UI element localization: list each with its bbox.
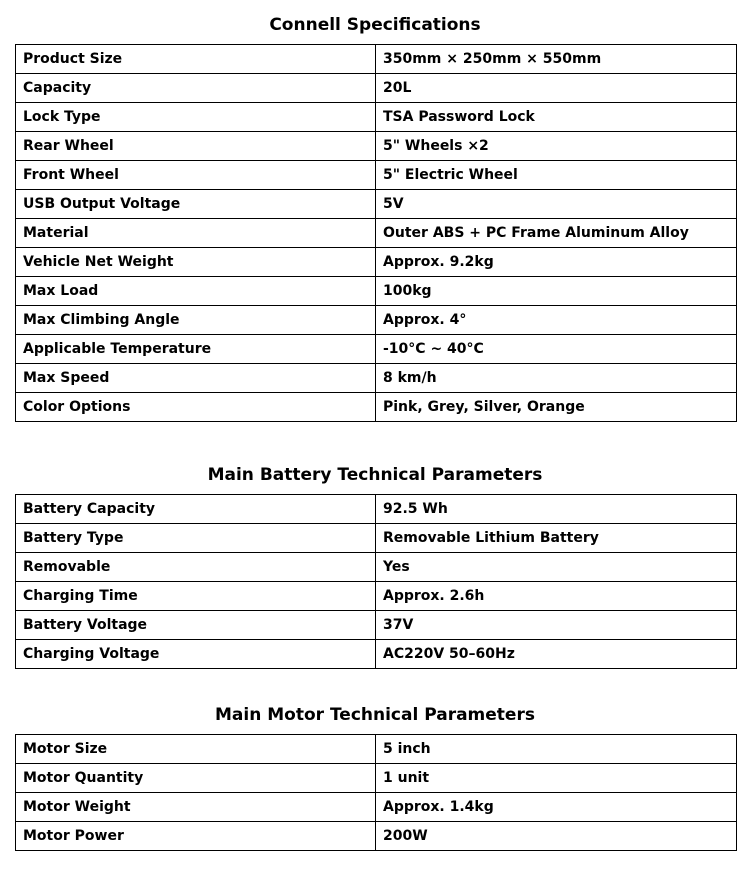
spec-label: Vehicle Net Weight xyxy=(16,248,376,277)
table-row xyxy=(16,364,737,393)
table-row xyxy=(16,553,737,582)
spec-label: Lock Type xyxy=(16,103,376,132)
spec-label: Color Options xyxy=(16,393,376,422)
spec-value: Outer ABS + PC Frame Aluminum Alloy xyxy=(376,219,737,248)
motor-table xyxy=(15,734,737,851)
spec-label: Charging Voltage xyxy=(16,640,376,669)
spec-value: Approx. 1.4kg xyxy=(376,793,737,822)
spec-value: 92.5 Wh xyxy=(376,495,737,524)
table-row xyxy=(16,611,737,640)
table-row xyxy=(16,306,737,335)
spec-label: Front Wheel xyxy=(16,161,376,190)
spec-value: 20L xyxy=(376,74,737,103)
spec-label: Battery Type xyxy=(16,524,376,553)
table-row xyxy=(16,103,737,132)
spec-label: Battery Capacity xyxy=(16,495,376,524)
table-row xyxy=(16,582,737,611)
spec-value: 5V xyxy=(376,190,737,219)
table-row xyxy=(16,45,737,74)
section-title-battery: Main Battery Technical Parameters xyxy=(207,465,543,485)
table-row xyxy=(16,524,737,553)
spec-label: Motor Power xyxy=(16,822,376,851)
spec-label: Capacity xyxy=(16,74,376,103)
spec-value: Approx. 9.2kg xyxy=(376,248,737,277)
table-row xyxy=(16,219,737,248)
section-title-specifications: Connell Specifications xyxy=(269,15,481,35)
spec-label: Motor Quantity xyxy=(16,764,376,793)
spec-value: 5 inch xyxy=(376,735,737,764)
spec-value: Pink, Grey, Silver, Orange xyxy=(376,393,737,422)
spec-value: 1 unit xyxy=(376,764,737,793)
spec-label: Product Size xyxy=(16,45,376,74)
table-row xyxy=(16,132,737,161)
spec-label: USB Output Voltage xyxy=(16,190,376,219)
spec-value: 350mm × 250mm × 550mm xyxy=(376,45,737,74)
table-row xyxy=(16,735,737,764)
table-row xyxy=(16,74,737,103)
section-title-motor: Main Motor Technical Parameters xyxy=(215,705,535,725)
spec-label: Applicable Temperature xyxy=(16,335,376,364)
spec-label: Charging Time xyxy=(16,582,376,611)
spec-value: Removable Lithium Battery xyxy=(376,524,737,553)
table-row xyxy=(16,277,737,306)
spec-label: Max Speed xyxy=(16,364,376,393)
table-row xyxy=(16,793,737,822)
spec-value: Approx. 2.6h xyxy=(376,582,737,611)
table-row xyxy=(16,190,737,219)
spec-value: -10°C ~ 40°C xyxy=(376,335,737,364)
spec-value: 100kg xyxy=(376,277,737,306)
table-row xyxy=(16,822,737,851)
table-row xyxy=(16,495,737,524)
spec-value: 8 km/h xyxy=(376,364,737,393)
spec-value: Yes xyxy=(376,553,737,582)
spec-value: 37V xyxy=(376,611,737,640)
specifications-table xyxy=(15,44,737,422)
spec-label: Max Climbing Angle xyxy=(16,306,376,335)
spec-label: Removable xyxy=(16,553,376,582)
spec-label: Motor Weight xyxy=(16,793,376,822)
table-row xyxy=(16,161,737,190)
spec-value: Approx. 4° xyxy=(376,306,737,335)
spec-label: Material xyxy=(16,219,376,248)
spec-value: AC220V 50–60Hz xyxy=(376,640,737,669)
table-row xyxy=(16,640,737,669)
table-row xyxy=(16,393,737,422)
spec-label: Rear Wheel xyxy=(16,132,376,161)
spec-label: Max Load xyxy=(16,277,376,306)
battery-table xyxy=(15,494,737,669)
table-row xyxy=(16,248,737,277)
spec-value: 200W xyxy=(376,822,737,851)
table-row xyxy=(16,335,737,364)
spec-value: 5" Wheels ×2 xyxy=(376,132,737,161)
spec-value: 5" Electric Wheel xyxy=(376,161,737,190)
table-row xyxy=(16,764,737,793)
spec-label: Battery Voltage xyxy=(16,611,376,640)
spec-label: Motor Size xyxy=(16,735,376,764)
spec-value: TSA Password Lock xyxy=(376,103,737,132)
